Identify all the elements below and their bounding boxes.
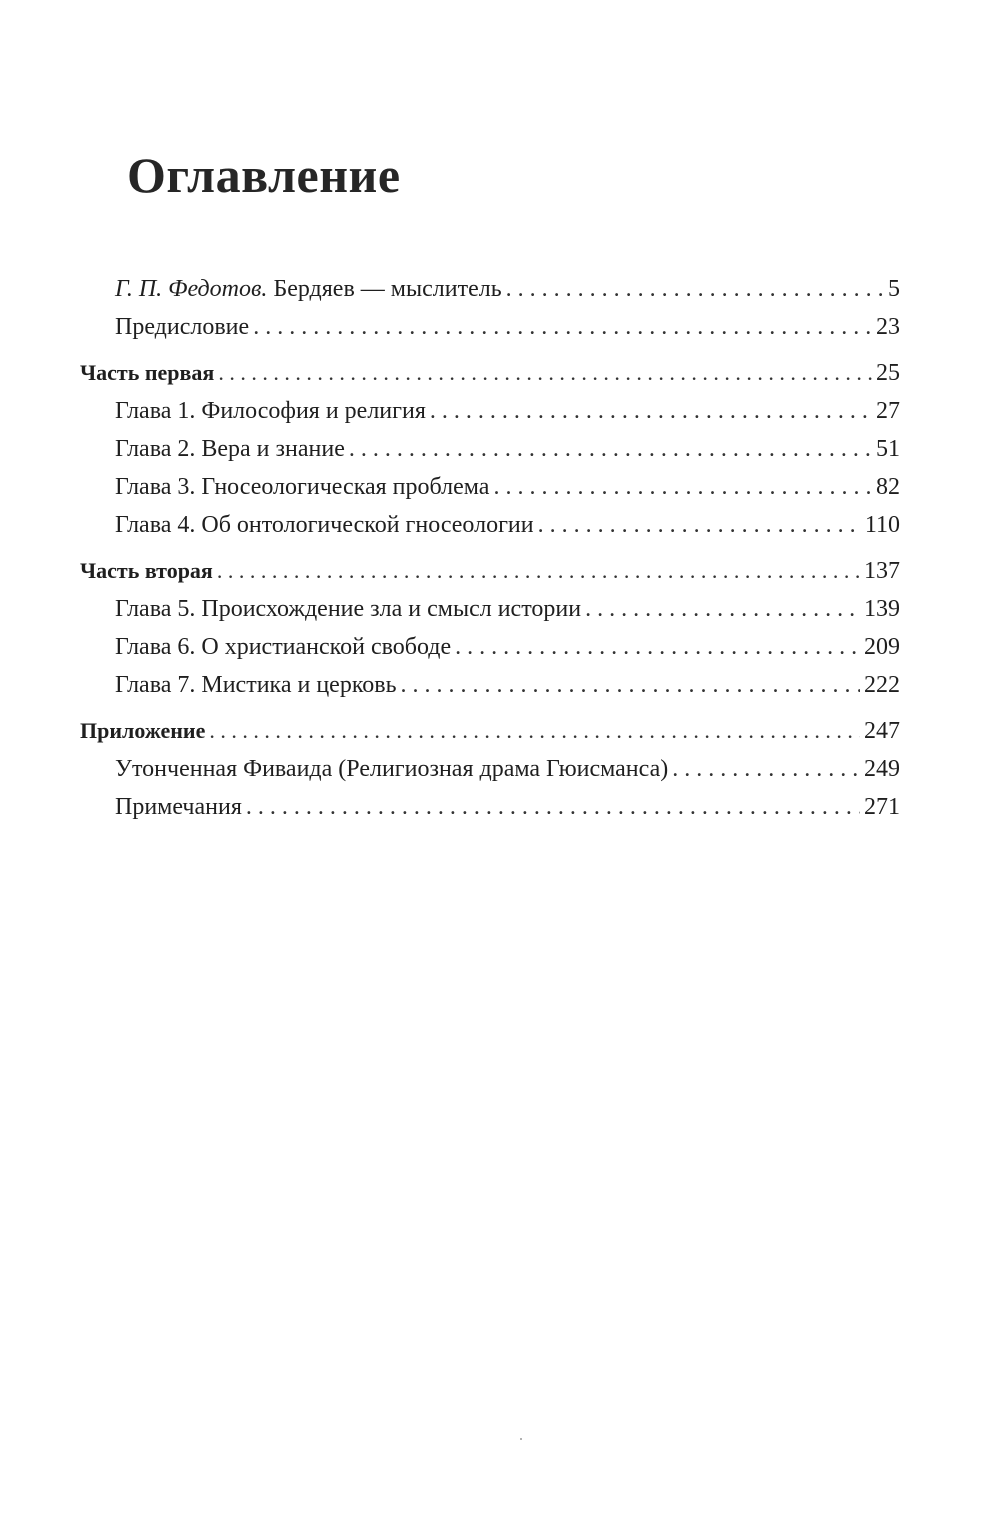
toc-entry-fedotov[interactable] xyxy=(80,270,900,308)
toc-chapter-1[interactable] xyxy=(80,392,900,430)
toc-chapter-6[interactable] xyxy=(80,628,900,666)
dot-leader xyxy=(455,628,860,666)
toc-chapter-4[interactable] xyxy=(80,506,900,544)
toc-entry-page: 5 xyxy=(888,276,900,302)
dot-leader xyxy=(672,750,860,788)
toc-entry-label: Глава 3. Гносеологическая проблема xyxy=(115,474,490,500)
toc-entry-label: Глава 7. Мистика и церковь xyxy=(115,672,397,698)
toc-entry-notes[interactable] xyxy=(80,788,900,826)
toc-entry-page: 25 xyxy=(876,360,900,386)
dot-leader xyxy=(585,590,860,628)
toc-entry-page: 51 xyxy=(876,436,900,462)
dot-leader xyxy=(246,788,860,826)
page-title: Оглавление xyxy=(127,147,401,203)
toc-entry-label: Утонченная Фиваида (Религиозная драма Гюисманса) xyxy=(115,756,669,782)
toc-entry-label: Часть вторая xyxy=(80,558,213,583)
toc-entry-page: 271 xyxy=(864,794,900,820)
toc-entry-page: 209 xyxy=(864,634,900,660)
dot-leader xyxy=(493,468,872,506)
toc-entry-author: Г. П. Федотов. xyxy=(115,276,268,302)
toc-entry-page: 222 xyxy=(864,672,900,698)
dot-leader xyxy=(401,666,860,704)
toc-entry-label: Г. П. Федотов. Бердяев — мыслитель xyxy=(115,276,502,302)
toc-entry-label: Часть первая xyxy=(80,360,215,385)
toc-part-two[interactable] xyxy=(80,552,900,590)
toc-entry-label: Предисловие xyxy=(115,314,250,340)
dot-leader xyxy=(253,308,872,346)
toc-entry-page: 249 xyxy=(864,756,900,782)
toc-entry-page: 23 xyxy=(876,314,900,340)
toc-entry-page: 27 xyxy=(876,398,900,424)
dot-leader xyxy=(506,270,884,308)
dot-leader xyxy=(218,354,872,392)
toc-entry-label: Глава 2. Вера и знание xyxy=(115,436,345,462)
toc-entry-label: Глава 4. Об онтологической гносеологии xyxy=(115,512,534,538)
toc-entry-page: 137 xyxy=(864,558,900,584)
toc-entry-page: 139 xyxy=(864,596,900,622)
table-of-contents xyxy=(80,270,900,826)
page-speck xyxy=(520,1438,522,1440)
toc-appendix[interactable] xyxy=(80,712,900,750)
dot-leader xyxy=(430,392,872,430)
toc-chapter-5[interactable] xyxy=(80,590,900,628)
toc-chapter-2[interactable] xyxy=(80,430,900,468)
dot-leader xyxy=(538,506,861,544)
toc-entry-label: Глава 5. Происхождение зла и смысл истории xyxy=(115,596,582,622)
toc-entry-label: Глава 1. Философия и религия xyxy=(115,398,426,424)
toc-part-one[interactable] xyxy=(80,354,900,392)
toc-entry-label: Примечания xyxy=(115,794,242,820)
toc-entry-label: Глава 6. О христианской свободе xyxy=(115,634,452,660)
toc-entry-label: Приложение xyxy=(80,718,206,743)
toc-entry-page: 82 xyxy=(876,474,900,500)
toc-entry-thebaid[interactable] xyxy=(80,750,900,788)
toc-chapter-3[interactable] xyxy=(80,468,900,506)
dot-leader xyxy=(209,712,860,750)
toc-entry-preface[interactable] xyxy=(80,308,900,346)
toc-entry-page: 247 xyxy=(864,718,900,744)
dot-leader xyxy=(349,430,872,468)
dot-leader xyxy=(217,552,860,590)
toc-entry-page: 110 xyxy=(864,512,900,538)
toc-chapter-7[interactable] xyxy=(80,666,900,704)
